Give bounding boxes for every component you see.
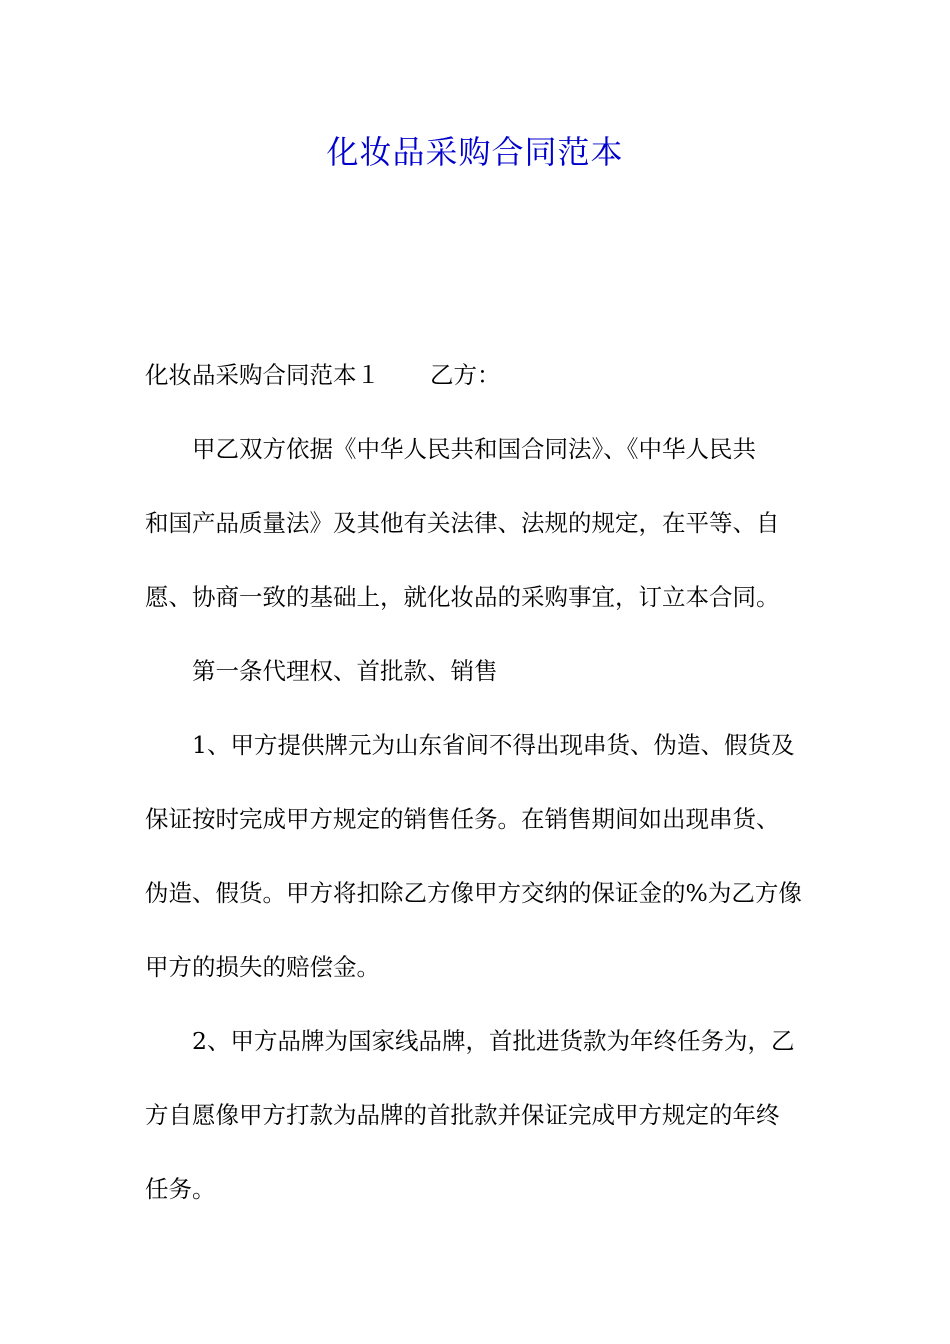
document-title: 化妆品采购合同范本 (326, 133, 624, 171)
clause-1-line-3: 伪造、假货。甲方将扣除乙方像甲方交纳的保证金的%为乙方像 (145, 879, 802, 907)
party-b-label: 乙方： (430, 361, 501, 389)
clause-2-line-2: 方自愿像甲方打款为品牌的首批款并保证完成甲方规定的年终 (145, 1101, 780, 1129)
paragraph-line-1: 甲乙双方依据《中华人民共和国合同法》、《中华人民共 (192, 435, 756, 463)
article-heading: 第一条代理权、首批款、销售 (192, 657, 498, 685)
paragraph-line-2: 和国产品质量法》及其他有关法律、法规的规定，在平等、自 (145, 509, 780, 537)
clause-2-line-1: 2、甲方品牌为国家线品牌，首批进货款为年终任务为，乙 (192, 1027, 795, 1055)
section-heading: 化妆品采购合同范本１ (145, 361, 380, 389)
clause-1-line-4: 甲方的损失的赔偿金。 (145, 953, 380, 981)
section-heading-line (145, 338, 809, 412)
clause-2-line-3: 任务。 (145, 1175, 216, 1203)
clause-1-line-1: 1、甲方提供牌元为山东省间不得出现串货、伪造、假货及 (192, 731, 795, 759)
clause-1-line-2: 保证按时完成甲方规定的销售任务。在销售期间如出现串货、 (145, 805, 780, 833)
paragraph-line-3: 愿、协商一致的基础上，就化妆品的采购事宜，订立本合同。 (145, 583, 780, 611)
document-body (145, 338, 809, 1226)
